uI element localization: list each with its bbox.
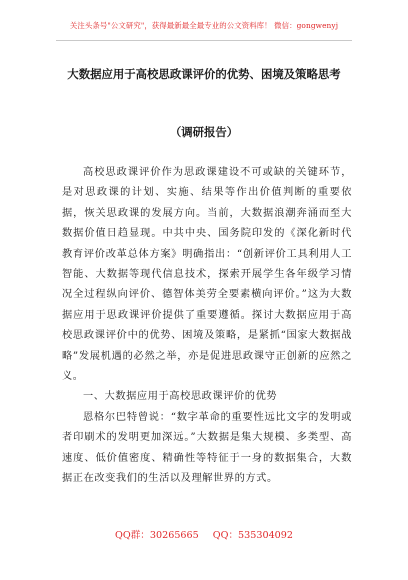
body-paragraph-2: 恩格尔巴特曾说：“数字革命的重要性远比文字的发明或者印刷术的发明更加深远。”大数据是集大规模、多类型、高速度、低价值密度、精确性等特征于一身的数据集合，大数据正在改变我们的生活以及理解世界的方式。 bbox=[62, 412, 352, 485]
footer-qq: QQ：535304092 bbox=[212, 530, 293, 541]
body-paragraph-1: 高校思政课评价作为思政课建设不可或缺的关键环节，是对思政课的计划、实施、结果等作出价值判断的重要依据，恢关思政课的发展方向。当前，大数据浪潮奔涌而至大数据价值日趋显现。中共中央、国务院印发的《深化新时代教育评价改革总体方案》明确指出：“创新评价工具利用人工智能、大数据等现代信息技术，探索开展学生各年级学习情况全过程纵向评价、德智体美劳全要素横向评价。”这为大数据应用于思政课评价提供了重要遵循。探讨大数据应用于高校思政课评价中的优势、困境及策略，是紧抓“国家大数据战略”发展机遇的必然之举，亦是促进思政课守正创新的应然之义。 bbox=[62, 167, 352, 383]
document-subtitle: （调研报告） bbox=[169, 125, 239, 139]
header-banner: 关注头条号"公文研究"，获得最新最全最专业的公文资料库！ 微信：gongwenyj bbox=[69, 21, 339, 30]
section-heading-1: 一、大数据应用于高校思政课评价的优势 bbox=[83, 391, 278, 402]
footer-contact bbox=[0, 527, 408, 541]
footer-qq-group: QQ群：30265665 bbox=[114, 530, 199, 541]
document-title: 大数据应用于高校思政课评价的优势、困境及策略思考 bbox=[67, 67, 341, 81]
header-divider bbox=[56, 40, 352, 41]
